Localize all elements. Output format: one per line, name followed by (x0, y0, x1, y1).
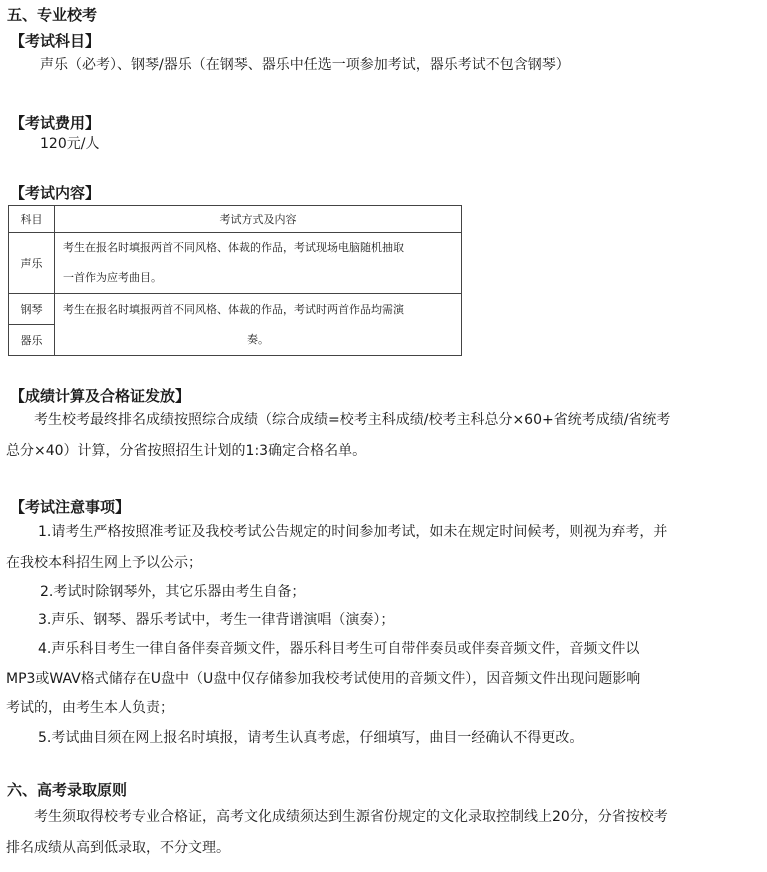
table-cell-content (55, 294, 462, 356)
table-row (9, 233, 462, 294)
table-header-method: 考试方式及内容 (55, 206, 462, 233)
table-cell-content (55, 233, 462, 294)
table-header-subject: 科目 (9, 206, 55, 233)
note-1-line-1: 1.请考生严格按照准考证及我校考试公告规定的时间参加考试，如未在规定时间候考，则视为弃考，并 (38, 524, 668, 540)
table-cell-subject: 声乐 (9, 233, 55, 294)
content-heading: 【考试内容】 (10, 184, 101, 202)
admission-line-1: 考生须取得校考专业合格证，高考文化成绩须达到生源省份规定的文化录取控制线上20分，分省按校考 (34, 809, 668, 825)
admission-line-2: 排名成绩从高到低录取，不分文理。 (6, 840, 230, 856)
note-4-line-3: 考试的，由考生本人负责； (6, 700, 174, 716)
fee-text: 120元/人 (40, 136, 100, 152)
note-4-line-2: MP3或WAV格式储存在U盘中（U盘中仅存储参加我校考试使用的音频文件），因音频文件出现问题影响 (6, 671, 641, 687)
note-5: 5.考试曲目须在网上报名时填报，请考生认真考虑，仔细填写，曲目一经确认不得更改。 (38, 730, 584, 746)
table-cell-subject: 钢琴 (9, 294, 55, 325)
table-row (9, 294, 462, 325)
note-3: 3.声乐、钢琴、器乐考试中，考生一律背谱演唱（演奏）； (38, 612, 395, 628)
note-2: 2.考试时除钢琴外，其它乐器由考生自备； (40, 584, 306, 600)
table-header-row (9, 206, 462, 233)
table-cell-line: 考生在报名时填报两首不同风格、体裁的作品，考试时两首作品均需演 (63, 302, 404, 316)
score-line-2: 总分×40）计算，分省按照招生计划的1:3确定合格名单。 (6, 443, 367, 459)
note-1-line-2: 在我校本科招生网上予以公示； (6, 555, 202, 571)
table-cell-line: 一首作为应考曲目。 (63, 271, 162, 284)
score-heading: 【成绩计算及合格证发放】 (10, 387, 191, 405)
table-cell-subject: 器乐 (9, 325, 55, 356)
section6-title: 六、高考录取原则 (7, 781, 128, 799)
notes-heading: 【考试注意事项】 (10, 498, 131, 516)
table-cell-line: 考生在报名时填报两首不同风格、体裁的作品，考试现场电脑随机抽取 (63, 241, 404, 254)
subjects-text: 声乐（必考）、钢琴/器乐（在钢琴、器乐中任选一项参加考试，器乐考试不包含钢琴） (40, 57, 570, 73)
subjects-heading: 【考试科目】 (10, 32, 101, 50)
score-line-1: 考生校考最终排名成绩按照综合成绩（综合成绩=校考主科成绩/校考主科总分×60+省统考成绩/省统考 (34, 412, 671, 428)
table-cell-line: 奏。 (247, 332, 269, 346)
section5-title: 五、专业校考 (7, 6, 98, 24)
exam-content-table (8, 205, 462, 356)
note-4-line-1: 4.声乐科目考生一律自备伴奏音频文件，器乐科目考生可自带伴奏员或伴奏音频文件，音频文件以 (38, 641, 640, 657)
fee-heading: 【考试费用】 (10, 114, 101, 132)
